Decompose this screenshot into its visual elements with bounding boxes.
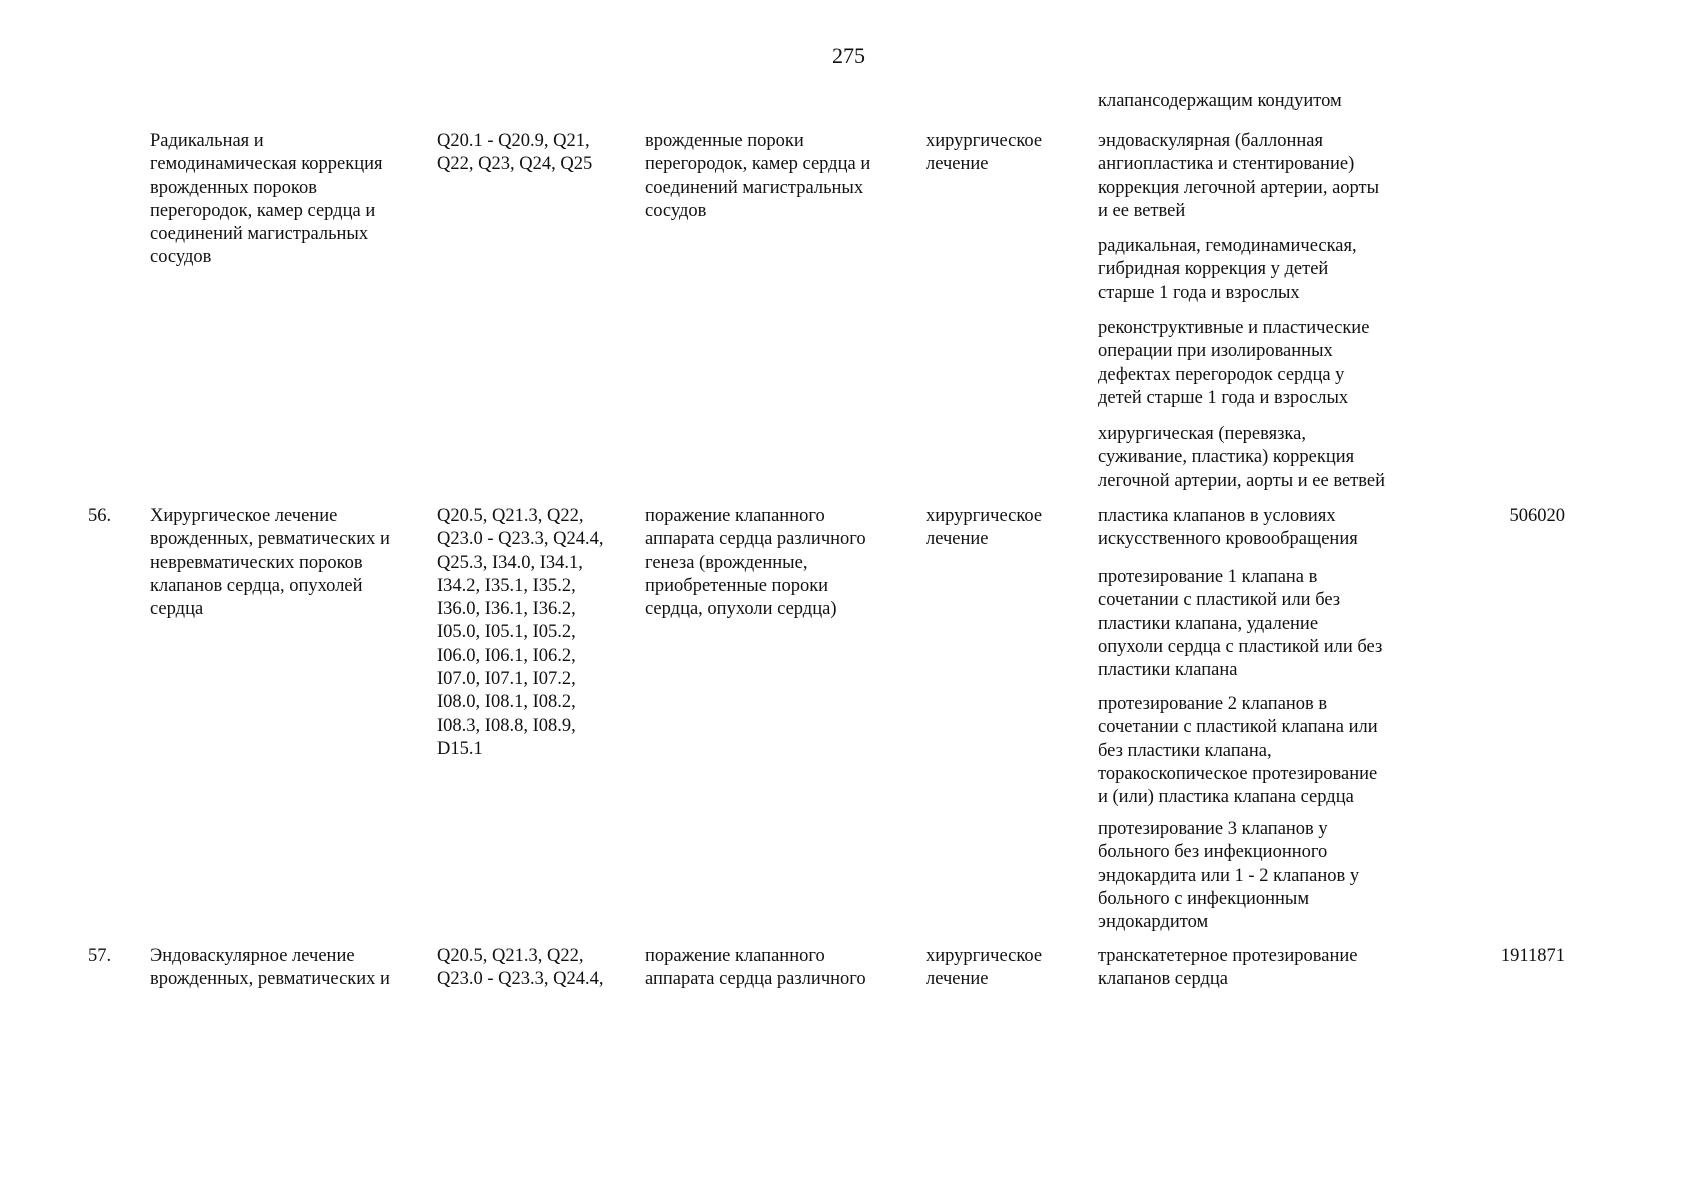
row-method: протезирование 3 клапанов у больного без инфекционного эндокардита или 1 - 2 клапанов у больного с инфекционным эндокардитом bbox=[1098, 819, 1360, 933]
row-number: 56. bbox=[88, 506, 112, 526]
row-method: реконструктивные и пластические операции при изолированных дефектах перегородок сердца у детей старше 1 года и взрослых bbox=[1098, 318, 1370, 408]
row-method: протезирование 1 клапана в сочетании с пластикой или без пластики клапана, удаление опухоли сердца с пластикой или без пластики клапана bbox=[1098, 567, 1383, 681]
row-method: эндоваскулярная (баллонная ангиопластика и стентирование) коррекция легочной артерии, аорты и ее ветвей bbox=[1098, 131, 1380, 221]
row-name: Эндоваскулярное лечение врожденных, ревматических и bbox=[150, 946, 390, 990]
row-model: врожденные пороки перегородок, камер сердца и соединений магистральных сосудов bbox=[645, 131, 871, 221]
row-method: транскатетерное протезирование клапанов сердца bbox=[1098, 946, 1358, 990]
row-treatment-type: хирургическое лечение bbox=[926, 131, 1043, 175]
row-name: Радикальная и гемодинамическая коррекция врожденных пороков перегородок, камер сердца и соединений магистральных сосудов bbox=[150, 131, 383, 268]
row-cost: 506020 bbox=[1509, 506, 1565, 526]
row-method: радикальная, гемодинамическая, гибридная коррекция у детей старше 1 года и взрослых bbox=[1098, 236, 1357, 303]
row-method: пластика клапанов в условиях искусственного кровообращения bbox=[1098, 506, 1358, 550]
row-codes: Q20.5, Q21.3, Q22, Q23.0 - Q23.3, Q24.4, bbox=[437, 946, 604, 990]
row-treatment-type: хирургическое лечение bbox=[926, 506, 1043, 550]
row-model: поражение клапанного аппарата сердца различного генеза (врожденные, приобретенные пороки сердца, опухоли сердца) bbox=[645, 506, 866, 620]
row-number: 57. bbox=[88, 946, 112, 966]
row-name: Хирургическое лечение врожденных, ревматических и невревматических пороков клапанов сердца, опухолей сердца bbox=[150, 506, 390, 620]
row-cost: 1911871 bbox=[1500, 946, 1565, 966]
carry-over-method: клапансодержащим кондуитом bbox=[1098, 91, 1342, 111]
row-treatment-type: хирургическое лечение bbox=[926, 946, 1043, 990]
row-codes: Q20.5, Q21.3, Q22, Q23.0 - Q23.3, Q24.4, Q25.3, I34.0, I34.1, I34.2, I35.1, I35.2, I36.0, I36.1, I36.2, I05.0, I05.1, I05.2, I06.0, I06.1, I06.2, I07.0, I07.1, I07.2, I08.0, I08.1, I08.2, I08.3, I08.8, I08.9, D15.1 bbox=[437, 506, 604, 759]
row-method: протезирование 2 клапанов в сочетании с пластикой клапана или без пластики клапана, торакоскопическое протезирование и (или) пластика клапана сердца bbox=[1098, 694, 1378, 808]
row-codes: Q20.1 - Q20.9, Q21, Q22, Q23, Q24, Q25 bbox=[437, 131, 593, 175]
page-number: 275 bbox=[832, 43, 865, 68]
row-model: поражение клапанного аппарата сердца различного bbox=[645, 946, 866, 990]
row-method: хирургическая (перевязка, суживание, пластика) коррекция легочной артерии, аорты и ее ветвей bbox=[1098, 424, 1385, 491]
